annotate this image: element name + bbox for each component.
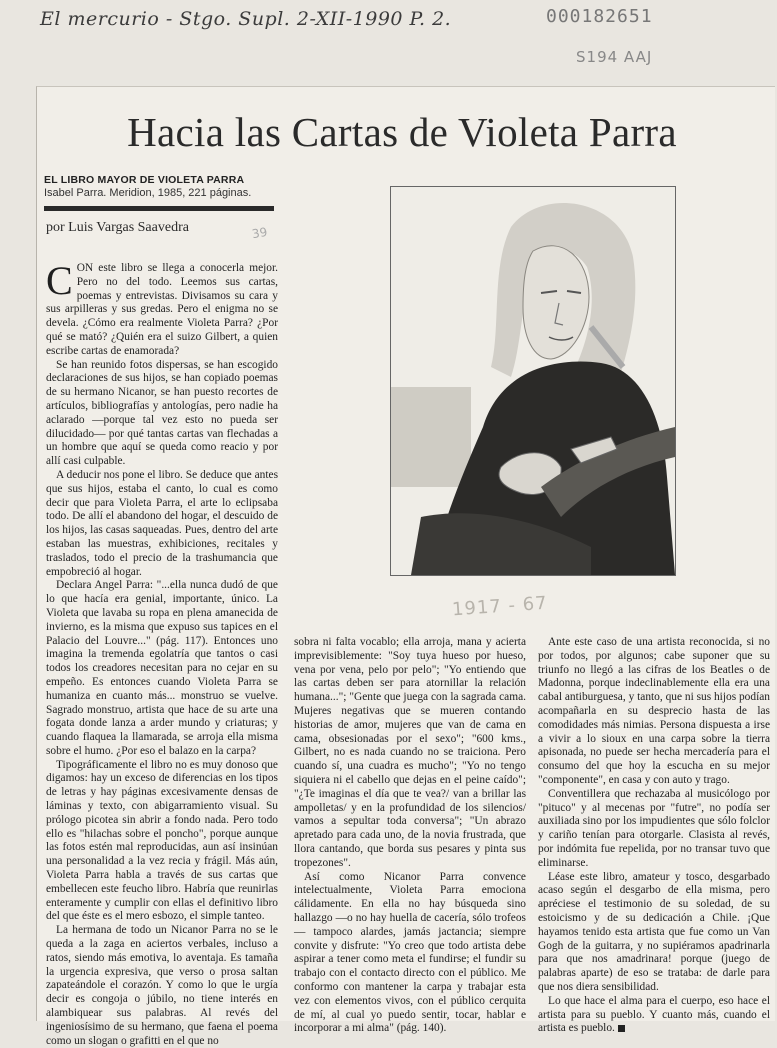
handwritten-source-note: El mercurio - Stgo. Supl. 2-XII-1990 P. 2. [40, 8, 452, 30]
drop-cap: C [46, 258, 73, 303]
paragraph: Ante este caso de una artista reconocida, si no por todos, por algunos; cabe suponer que su triunfo no llegó a las cifras de los Beatles o de Madonna, porque indeclinablemente ella era una cabal antiburguesa, y tanto, que ni sus hijos podían acompañarla en su desprecio hasta de las comodidades más nimias. Persona dispuesta a irse a vivir a lo sioux en una carpa sobre la tierra apisonada, no puede ser hecha mercadería para el consumo del que hoy la escucha en su mejor "componente", en casa y con auto y trago. [538, 636, 770, 786]
paragraph: CON este libro se llega a conocerla mejor. Pero no del todo. Leemos sus cartas, poemas y entrevistas. Divisamos su cara y sus arpilleras y sus gredas. Pero el enigma no se devela. ¿Cómo era realmente Violeta Parra? ¿Por qué se mató? ¿Quién era el suizo Gilbert, a quien escribe cartas de enamorada? [46, 258, 278, 357]
paragraph: Conventillera que rechazaba al musicólogo por "pituco" y al mecenas por "futre", no podía ser auxiliada sino por los impudientes que sólo folclor y cariño tenían para otorgarle. Clasista al revés, por indómita fue repelida, por no transar tuvo que eliminarse. [538, 787, 770, 869]
handwritten-dates-mark: 1917 - 67 [451, 592, 549, 621]
byline: por Luis Vargas Saavedra [46, 220, 189, 235]
paragraph: La hermana de todo un Nicanor Parra no se le queda a la zaga en aciertos verbales, incluso a ratos, siendo más emotiva, lo aventaja. Es tamaña la urgencia expresiva, que verso o prosa saltan zapateándole el corazón. Y como lo que le urgía decir es congoja o júbilo, no tiene interés en alambiquear sus palabras. Al revés del ingeniosísimo de su hermano, que faena el poema como un slogan o grafitti en el que no [46, 924, 278, 1047]
archive-code: 000182651 [546, 6, 653, 27]
archive-code-secondary: S194 AAJ [576, 48, 653, 66]
article-column-1 [46, 258, 278, 1048]
book-details: Isabel Parra. Meridion, 1985, 221 páginas. [44, 187, 252, 199]
article-title: Hacia las Cartas de Violeta Parra [127, 109, 677, 155]
portrait-drawing [391, 187, 675, 575]
divider-rule [44, 206, 274, 211]
paragraph: Lo que hace el alma para el cuerpo, eso hace el artista para su pueblo. Y cuanto más, cuando el artista es pueblo. [538, 994, 770, 1035]
article-column-3 [538, 636, 770, 1036]
paragraph: Léase este libro, amateur y tosco, desgarbado acaso según el desgarbo de ella misma, pero apréciese el testimonio de su soledad, de su estoicismo y de su dedicación a Chile. ¡Que hayamos tenido esta artista que fue como un Van Gogh de la guitarra, y no supiéramos apadrinarla para que nos amadrinara! porque (juego de palabras aparte) de eso se trataba: de darle para que nos diera sensibilidad. [538, 870, 770, 993]
end-of-article-mark [618, 1025, 625, 1032]
portrait-illustration [390, 186, 676, 576]
paragraph: Así como Nicanor Parra convence intelectualmente, Violeta Parra emociona cálidamente. En ella no hay búsqueda sino hallazgo —o no hay huella de cacería, sólo trofeos— tampoco alardes, jamás jactancia; siempre convite y disfrute: "Yo creo que todo artista debe aspirar a tener como meta el fundirse; el fundir su trabajo con el contacto directo con el público. Me conformo con mantener la carpa y trabajar esta vez con elementos vivos, con el público cerquita de mí, al cual yo puedo sentir, tocar, hablar e incorporar a mi alma" (pág. 140). [294, 870, 526, 1035]
book-info [44, 174, 276, 199]
paragraph: Declara Angel Parra: "...ella nunca dudó de que lo que hacía era genial, importante, único. La Violeta que lavaba su ropa en plena amanecida de invierno, es la misma que expuso sus tapices en el Palacio del Louvre..." (pág. 117). Entonces uno imagina la tremenda egolatría que tantos o casi todos los creadores necesitan para no cejar en su empeño. Es entonces cuando Violeta Parra se humaniza en cuanto más... monstruo se vuelve. Sagrado monstruo, artista que hace de su arte una fogata donde lanza a arder mundo y criaturas; y cuando flaquea la llamarada, se arroja ella misma sobre el humo. ¿Por eso el balazo en la carpa? [46, 579, 278, 757]
paragraph: A deducir nos pone el libro. Se deduce que antes que sus hijos, estaba el canto, lo cual es como decir que para Violeta Parra, el arte lo eclipsaba todo. De allí el abandono del hogar, el descuido de los hijos, las casas saqueadas. Pues, dentro del arte estaban las muestras, exhibiciones, recitales y traslados, todo el precio de la trashumancia que empobreció al hogar. [46, 468, 278, 578]
paragraph: Tipográficamente el libro no es muy donoso que digamos: hay un exceso de diferencias en los tipos de letras y hay páginas excesivamente densas de láminas y texto, con abigarramiento visual. Su prólogo picotea sin abrir a fondo nada. Pero todo ello es "hilachas sobre el poncho", porque aunque las fotos estén mal reproducidas, aun así insinúan una personalidad a la vez recia y frágil. Más aún, Violeta Parra habla a través de sus cartas que embellecen este feucho libro. Habría que reunirlas enteramente y cumplir con ellas el definitivo libro del que éste es el mero esbozo, el simple tanteo. [46, 758, 278, 923]
margin-number-mark: 39 [250, 224, 269, 242]
paragraph: sobra ni falta vocablo; ella arroja, mana y acierta imprevisiblemente: "Soy tuya hueso por hueso, vena por vena, pelo por pelo"; "Yo entiendo que las cartas deben ser para atornillar la relación humana..."; "Gente que juega con la sagrada cama. Mujeres negativas que se mueren contando historias de amor, mujeres que van de cama en cama, obsesionadas por el sexo"; "600 kms., Gilbert, no es nada cuando no se traiciona. Pero cuando sí, una cuadra es mucho"; "Yo no tengo siquiera ni el cabello que dejas en el peine caído"; "¿Te imaginas el día que te vea?/ van a brillar las ampolletas/ y en la profundidad de los silencios/ vamos a sepultar toda conversa"; "Un abrazo apretado para cada uno, de la novia frustrada, que llora cantando, que borda sus pesares y pinta sus tropezones". [294, 636, 526, 869]
article-column-2 [294, 636, 526, 1036]
paragraph: Se han reunido fotos dispersas, se han escogido declaraciones de sus hijos, se han copiado poemas de su hermano Nicanor, se han puesto recortes de artículos, bibliografías y antologías, pero nadie ha aclarado —porque tal vez esto no pueda ser dilucidado— por qué tantas cartas van flechadas a un hombre que aquí se queda como reacio y por allí casi culpable. [46, 358, 278, 468]
book-title: EL LIBRO MAYOR DE VIOLETA PARRA [44, 174, 245, 186]
